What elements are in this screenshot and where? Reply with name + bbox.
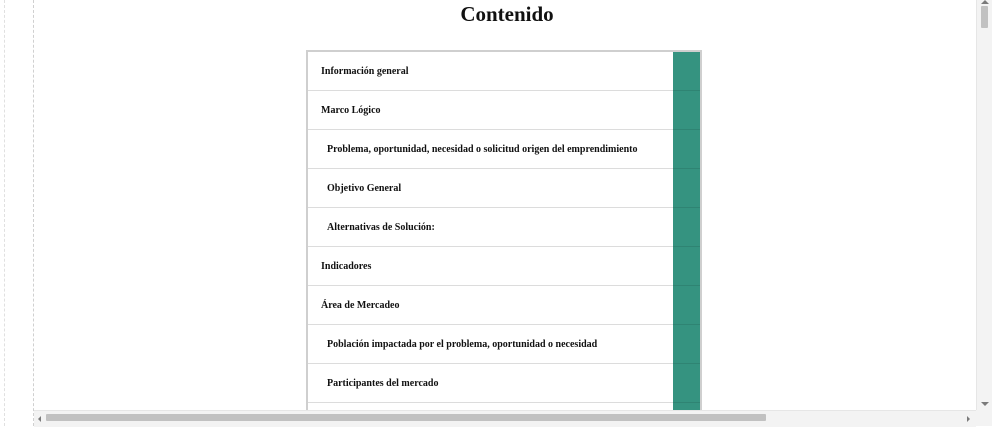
arrow-down-icon[interactable] <box>981 402 989 406</box>
toc-item[interactable] <box>308 325 673 364</box>
vertical-scroll-thumb[interactable] <box>981 6 988 28</box>
toc-item-label: Marco Lógico <box>321 104 381 116</box>
arrow-right-icon[interactable] <box>967 416 970 422</box>
horizontal-scrollbar[interactable] <box>34 410 976 427</box>
arrow-up-icon[interactable] <box>981 0 989 4</box>
toc-item[interactable] <box>308 52 673 91</box>
toc-item[interactable] <box>308 208 673 247</box>
toc-item-label: Indicadores <box>321 260 372 272</box>
vertical-scrollbar[interactable] <box>976 0 992 410</box>
table-of-contents <box>306 50 702 410</box>
toc-item[interactable] <box>308 403 673 410</box>
page-title: Contenido <box>460 2 554 26</box>
scrollbar-corner <box>976 410 992 426</box>
toc-item[interactable] <box>308 91 673 130</box>
toc-item[interactable] <box>308 130 673 169</box>
toc-item-label: Área de Mercadeo <box>321 299 400 311</box>
toc-item-label: Información general <box>321 65 409 77</box>
toc-item-label: Objetivo General <box>327 182 402 194</box>
left-margin-guide <box>0 0 34 426</box>
toc-accent-column <box>673 52 700 410</box>
arrow-left-icon[interactable] <box>38 416 41 422</box>
toc-item-label: Participantes del mercado <box>327 377 439 389</box>
horizontal-scroll-thumb[interactable] <box>46 414 766 421</box>
toc-item-label: Población impactada por el problema, oportunidad o necesidad <box>327 338 598 350</box>
toc-item[interactable] <box>308 364 673 403</box>
document-viewport <box>34 0 976 410</box>
toc-item-label: Problema, oportunidad, necesidad o solicitud origen del emprendimiento <box>327 143 638 155</box>
toc-item[interactable] <box>308 247 673 286</box>
toc-item[interactable] <box>308 169 673 208</box>
toc-item-label: Alternativas de Solución: <box>327 221 435 233</box>
toc-item[interactable] <box>308 286 673 325</box>
